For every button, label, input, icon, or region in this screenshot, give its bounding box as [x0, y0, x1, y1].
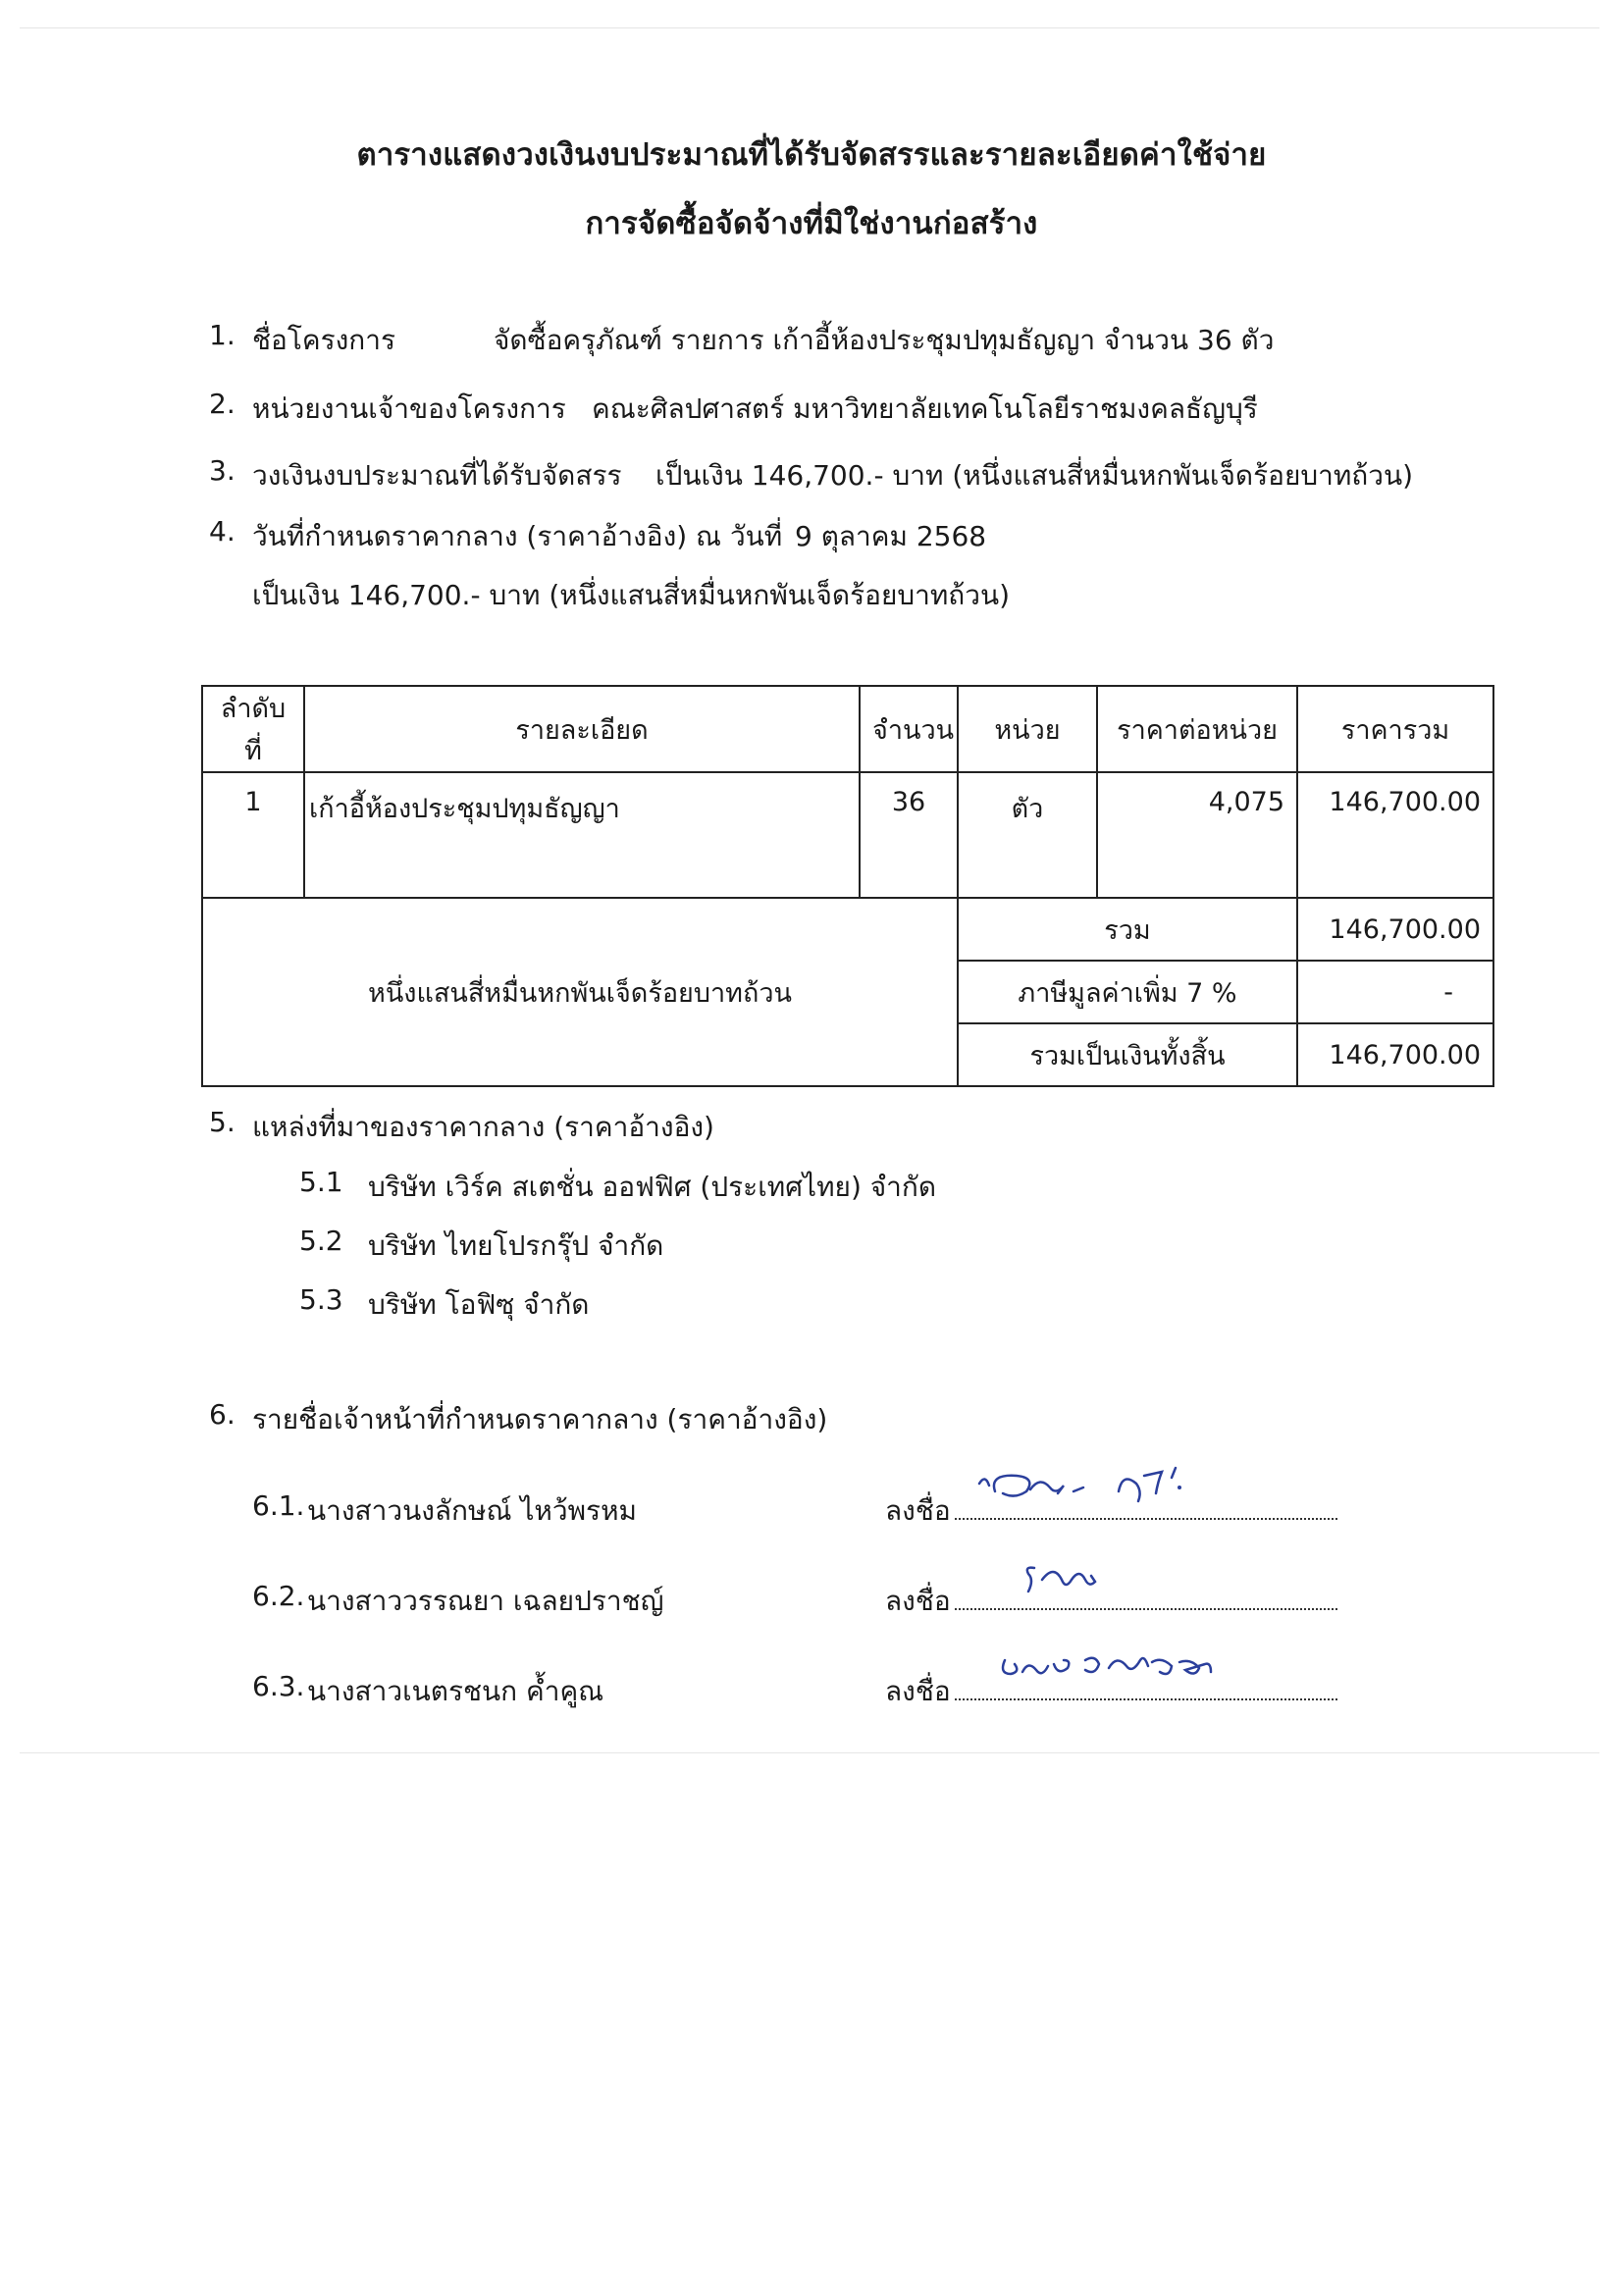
item-4-label: วันที่กำหนดราคากลาง (ราคาอ้างอิง) ณ วันที่ — [252, 520, 783, 552]
item-3-label: วงเงินงบประมาณที่ได้รับจัดสรร — [252, 459, 622, 492]
sources-number: 5. — [209, 1106, 236, 1138]
item-1-number: 1. — [209, 319, 236, 351]
item-2-number: 2. — [209, 388, 236, 420]
sum-value: 146,700.00 — [1297, 898, 1493, 961]
item-2 — [209, 388, 1258, 425]
sum-label: รวม — [958, 898, 1297, 961]
document-title-line2: การจัดซื้อจัดจ้างที่มิใช่งานก่อสร้าง — [585, 206, 1038, 241]
source-item-name: บริษัท โอฟิซุ จำกัด — [368, 1288, 590, 1321]
header-seq: ลำดับที่ — [202, 686, 304, 772]
source-item-number: 5.3 — [299, 1283, 343, 1316]
official-name: นางสาวนงลักษณ์ ไหว้พรหม — [307, 1494, 637, 1527]
item-4-number: 4. — [209, 515, 236, 548]
source-item-number: 5.2 — [299, 1225, 343, 1257]
row-unit-price: 4,075 — [1097, 772, 1297, 898]
cost-table — [201, 685, 1494, 1087]
amount-in-words: หนึ่งแสนสี่หมื่นหกพันเจ็ดร้อยบาทถ้วน — [202, 898, 958, 1086]
source-item — [299, 1283, 590, 1321]
handwritten-signature-3 — [999, 1648, 1225, 1701]
officials-heading-text: รายชื่อเจ้าหน้าที่กำหนดราคากลาง (ราคาอ้างอิง) — [252, 1403, 828, 1435]
item-1 — [209, 319, 1275, 356]
official-name: นางสาววรรณยา เฉลยปราชญ์ — [307, 1585, 664, 1617]
scan-artifact-top — [20, 27, 1599, 28]
sign-label: ลงชื่อ — [885, 1585, 951, 1617]
vat-label: ภาษีมูลค่าเพิ่ม 7 % — [958, 961, 1297, 1023]
header-unit-price: ราคาต่อหน่วย — [1097, 686, 1297, 772]
table-header-row — [202, 686, 1493, 772]
header-unit: หน่วย — [958, 686, 1097, 772]
official-item — [252, 1489, 637, 1527]
item-2-value: คณะศิลปศาสตร์ มหาวิทยาลัยเทคโนโลยีราชมงคลธัญบุรี — [592, 392, 1258, 425]
sources-heading-text: แหล่งที่มาของราคากลาง (ราคาอ้างอิง) — [252, 1111, 714, 1143]
source-item-number: 5.1 — [299, 1166, 343, 1198]
grand-total-value: 146,700.00 — [1297, 1023, 1493, 1086]
sources-heading — [209, 1106, 714, 1143]
officials-number: 6. — [209, 1398, 236, 1431]
table-row — [202, 772, 1493, 898]
handwritten-signature-2 — [1021, 1558, 1158, 1611]
source-item-name: บริษัท ไทยโปรกรุ๊ป จำกัด — [368, 1229, 664, 1262]
item-3-value: เป็นเงิน 146,700.- บาท (หนึ่งแสนสี่หมื่นหกพันเจ็ดร้อยบาทถ้วน) — [655, 459, 1414, 492]
vat-value: - — [1297, 961, 1493, 1023]
item-3-number: 3. — [209, 454, 236, 487]
sign-label: ลงชื่อ — [885, 1494, 951, 1527]
item-3 — [209, 454, 1414, 492]
source-item-name: บริษัท เวิร์ค สเตชั่น ออฟฟิศ (ประเทศไทย) จำกัด — [368, 1171, 937, 1203]
official-number: 6.1. — [252, 1489, 305, 1522]
item-4-date: 9 ตุลาคม 2568 — [795, 520, 987, 552]
row-seq: 1 — [202, 772, 304, 898]
header-total: ราคารวม — [1297, 686, 1493, 772]
official-number: 6.2. — [252, 1580, 305, 1612]
item-1-label: ชื่อโครงการ — [252, 324, 396, 356]
document-title-line1: ตารางแสดงวงเงินงบประมาณที่ได้รับจัดสรรและรายละเอียดค่าใช้จ่าย — [356, 137, 1267, 173]
item-2-label: หน่วยงานเจ้าของโครงการ — [252, 392, 566, 425]
sum-row — [202, 898, 1493, 961]
row-detail: เก้าอี้ห้องประชุมปทุมธัญญา — [304, 772, 860, 898]
header-qty: จำนวน — [860, 686, 958, 772]
source-item — [299, 1225, 664, 1262]
item-4 — [209, 515, 987, 552]
official-item — [252, 1670, 604, 1707]
scan-artifact-bottom — [20, 1752, 1599, 1753]
official-name: นางสาวเนตรชนก ค้ำคูณ — [307, 1675, 604, 1707]
official-number: 6.3. — [252, 1670, 305, 1702]
official-item — [252, 1580, 664, 1617]
grand-total-label: รวมเป็นเงินทั้งสิ้น — [958, 1023, 1297, 1086]
source-item — [299, 1166, 937, 1203]
row-total: 146,700.00 — [1297, 772, 1493, 898]
handwritten-signature-1 — [971, 1462, 1227, 1525]
row-unit: ตัว — [958, 772, 1097, 898]
officials-heading — [209, 1398, 828, 1435]
header-detail: รายละเอียด — [304, 686, 860, 772]
sign-label: ลงชื่อ — [885, 1675, 951, 1707]
item-1-value: จัดซื้อครุภัณฑ์ รายการ เก้าอี้ห้องประชุมปทุมธัญญา จำนวน 36 ตัว — [494, 324, 1275, 356]
row-qty: 36 — [860, 772, 958, 898]
item-4-amount: เป็นเงิน 146,700.- บาท (หนึ่งแสนสี่หมื่นหกพันเจ็ดร้อยบาทถ้วน) — [252, 579, 1011, 611]
